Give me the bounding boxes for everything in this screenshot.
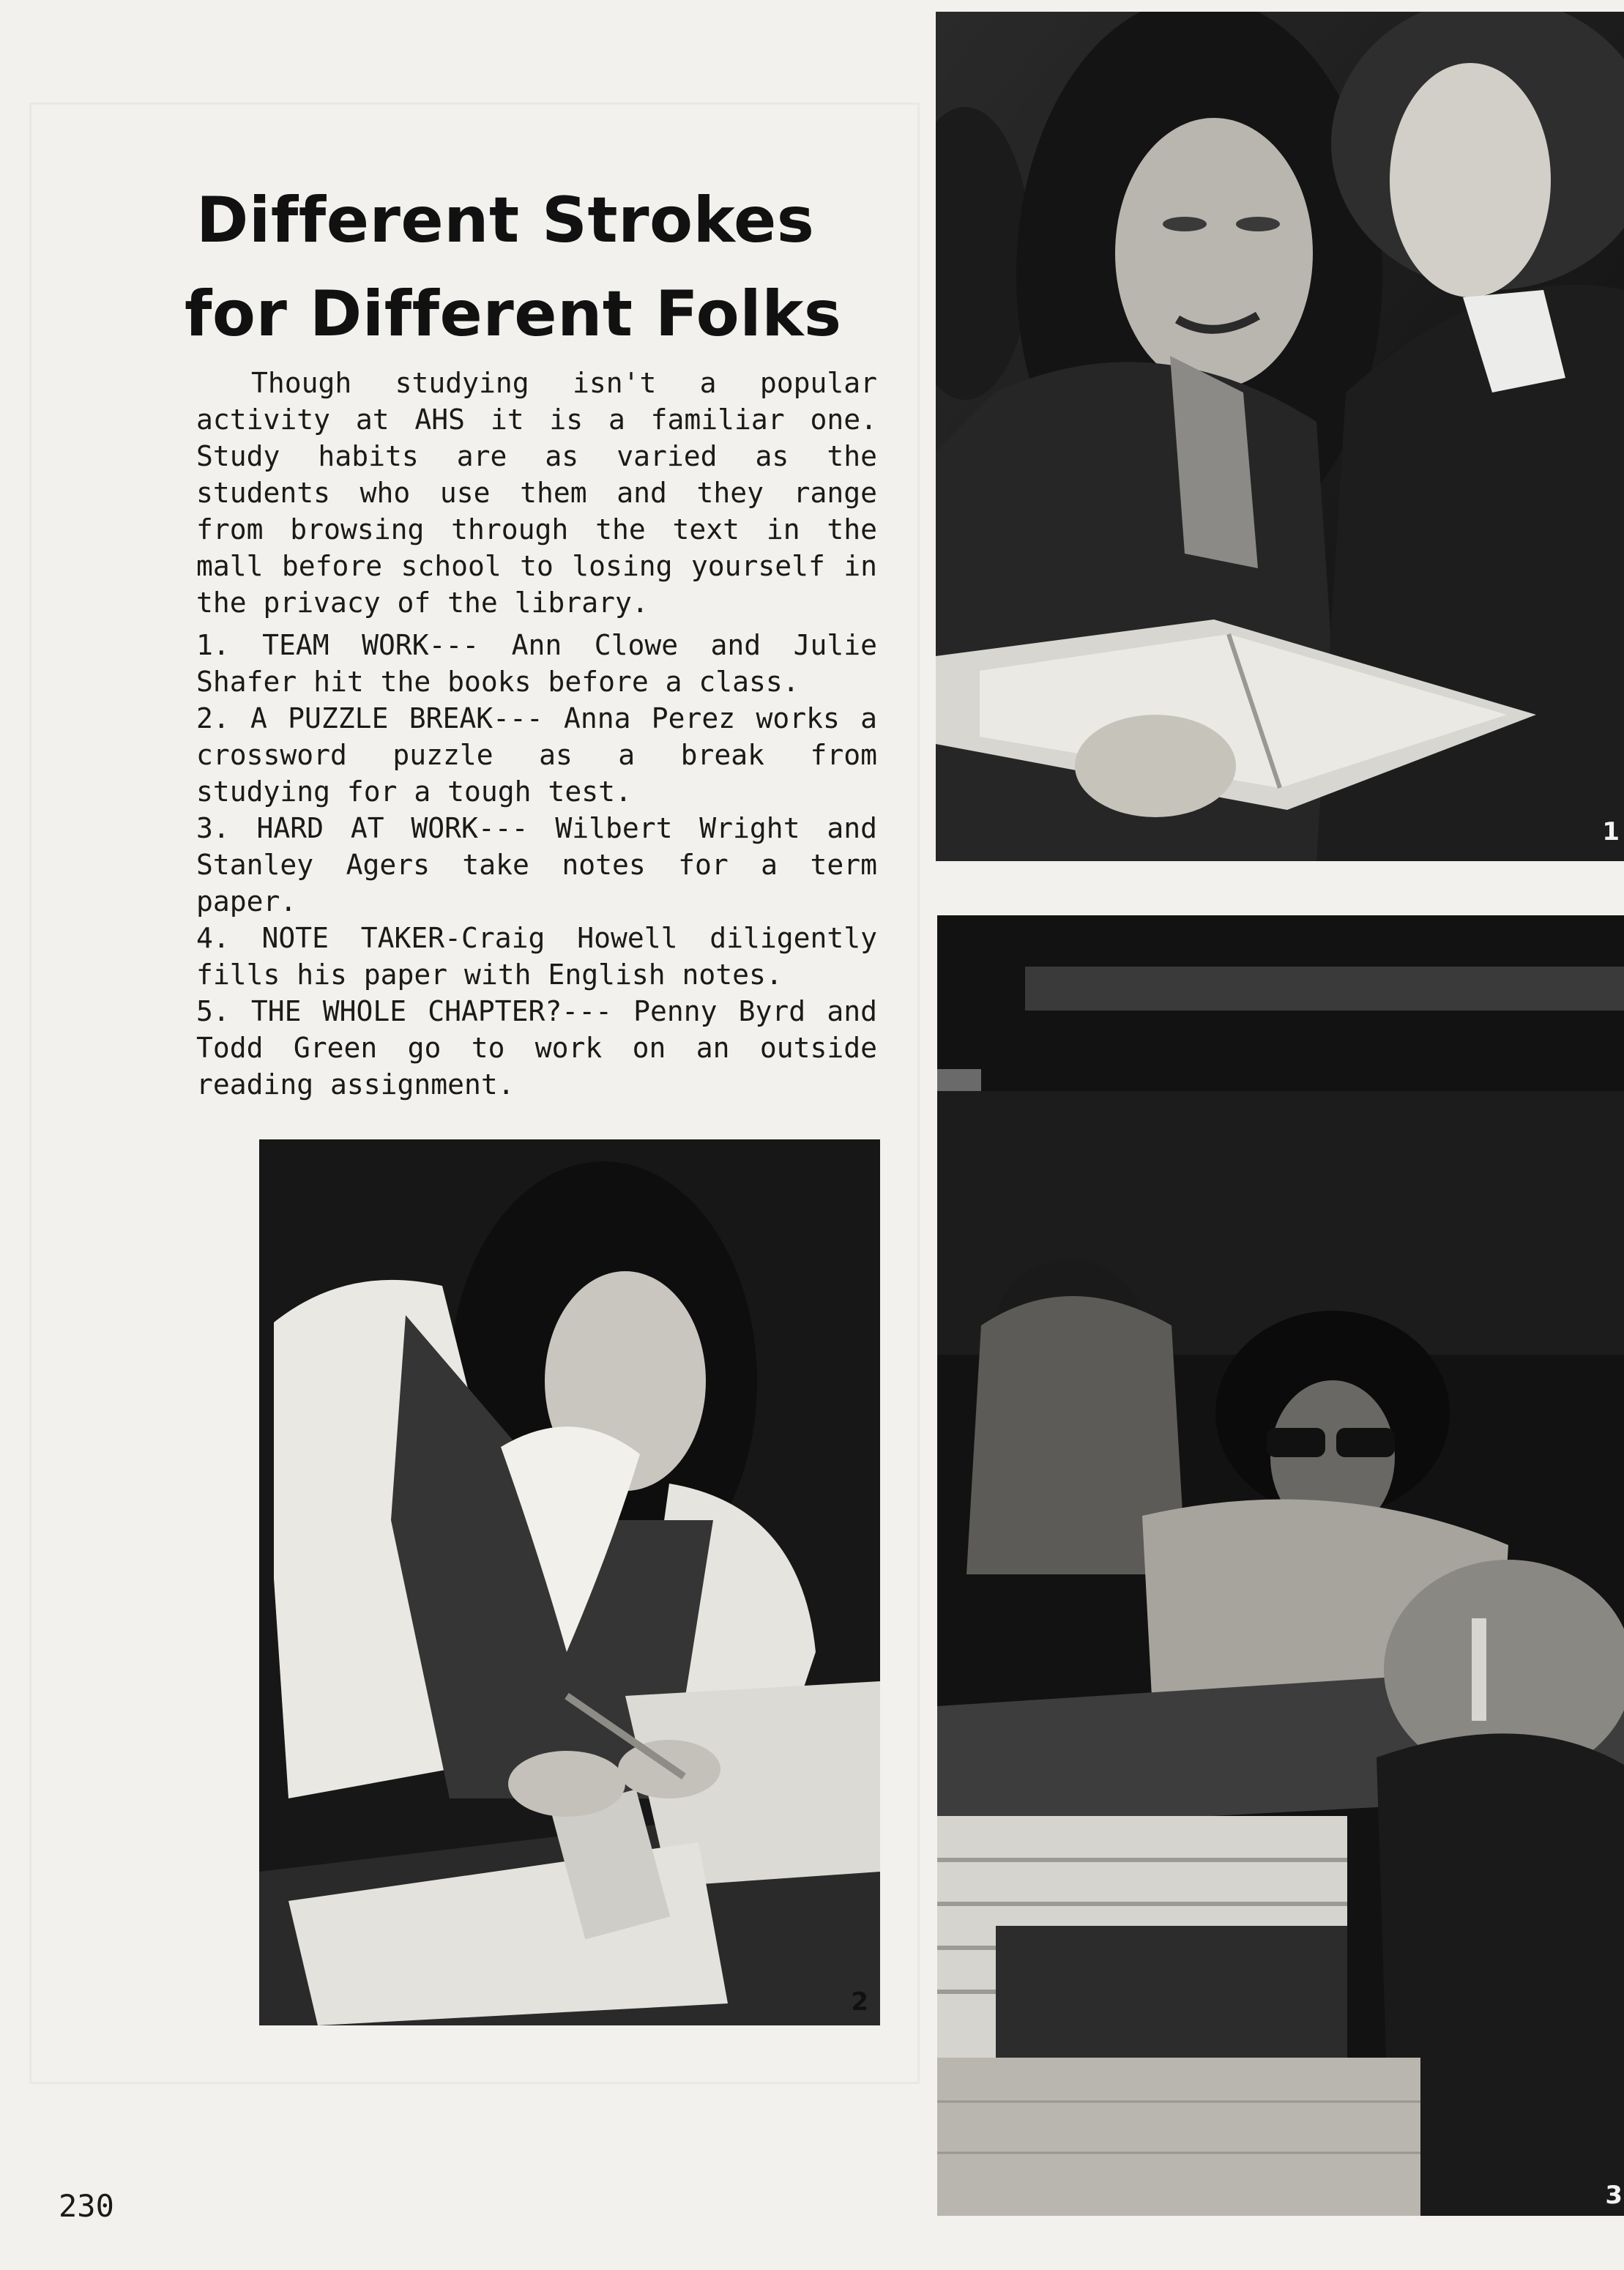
photo-team-work-image xyxy=(936,12,1624,861)
photo-team-work xyxy=(936,12,1624,861)
intro-paragraph: Though studying isn't a popular activity at AHS it is a familiar one. Study habits are as varied as the students who use them and they range from browsing through the text in the mall before school to losing yourself in the privacy of the library. xyxy=(196,367,877,619)
caption-5: 5. THE WHOLE CHAPTER?--- Penny Byrd and Todd Green go to work on an outside reading assignment. xyxy=(196,995,877,1101)
photo-captions xyxy=(196,627,877,1103)
headline-line-2: for Different Folks xyxy=(185,278,842,351)
photo-hard-at-work xyxy=(937,915,1624,2216)
caption-1: 1. TEAM WORK--- Ann Clowe and Julie Shafer hit the books before a class. xyxy=(196,629,877,698)
photo-hard-at-work-image xyxy=(937,915,1624,2216)
photo-puzzle-break xyxy=(259,1139,880,2025)
page-number: 230 xyxy=(59,2188,114,2224)
caption-3: 3. HARD AT WORK--- Wilbert Wright and Stanley Agers take notes for a term paper. xyxy=(196,812,877,918)
headline-line-1: Different Strokes xyxy=(196,184,815,257)
photo-3-number: 3 xyxy=(1605,2181,1623,2210)
caption-2: 2. A PUZZLE BREAK--- Anna Perez works a crossword puzzle as a break from studying for a tough test. xyxy=(196,702,877,808)
photo-2-number: 2 xyxy=(851,1987,868,2017)
caption-4: 4. NOTE TAKER-Craig Howell diligently fills his paper with English notes. xyxy=(196,922,877,991)
photo-puzzle-break-image xyxy=(259,1139,880,2025)
photo-1-number: 1 xyxy=(1602,817,1620,846)
